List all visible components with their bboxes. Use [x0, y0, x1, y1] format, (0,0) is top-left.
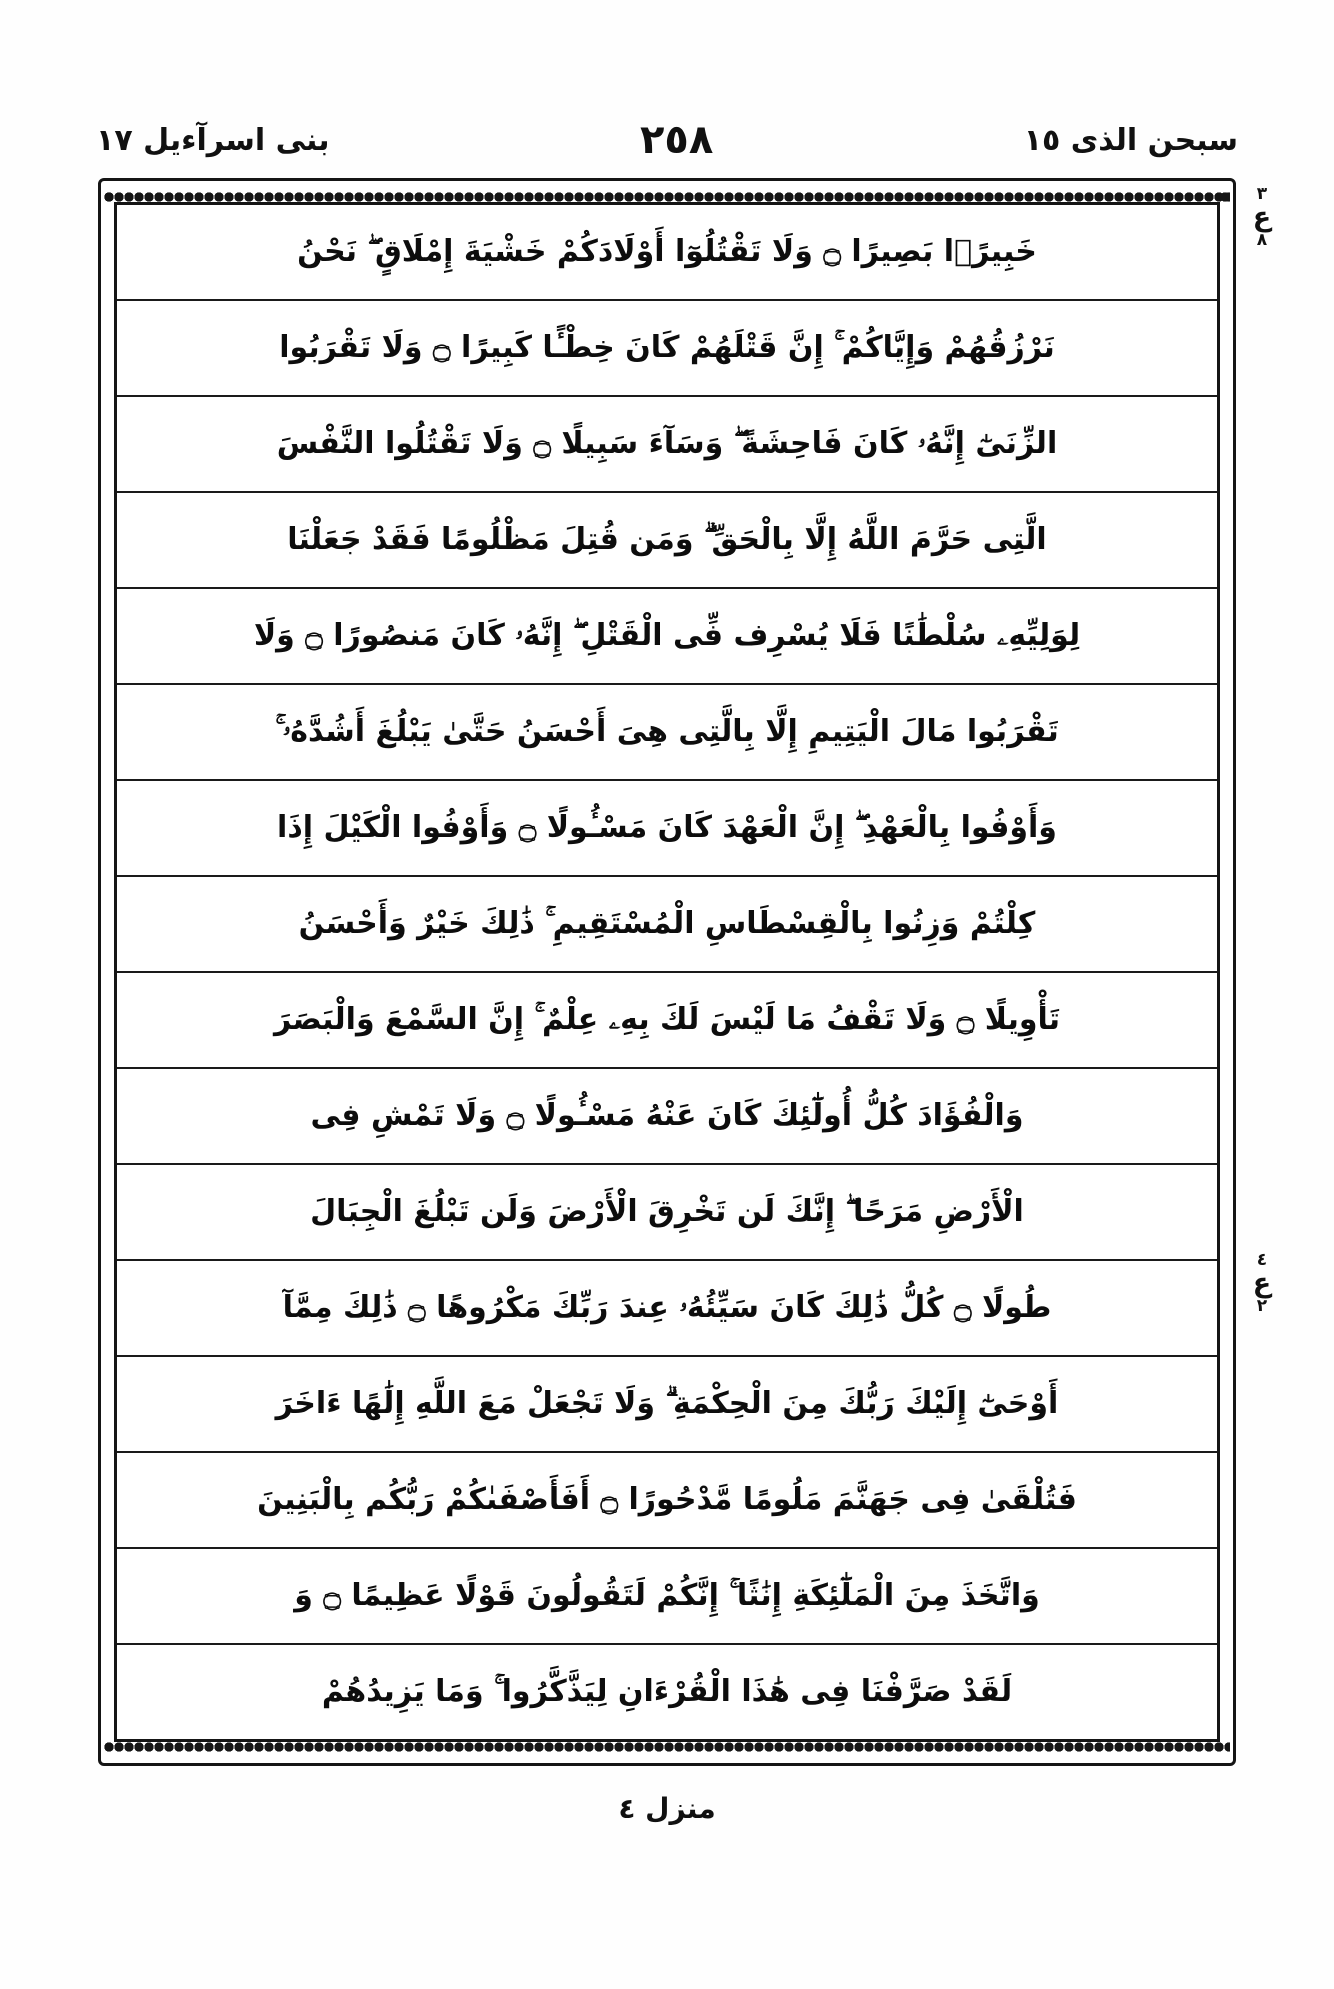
ruku-ain-icon: ع: [1252, 201, 1272, 233]
quran-line-text: فَتُلْقَىٰ فِى جَهَنَّمَ مَلُومًا مَّدْحُورًا ۝ أَفَأَصْفَىٰكُمْ رَبُّكُم بِالْبَنِينَ: [257, 1482, 1077, 1517]
quran-line-text: لَقَدْ صَرَّفْنَا فِى هَٰذَا الْقُرْءَانِ لِيَذَّكَّرُوا ۚ وَمَا يَزِيدُهُمْ: [321, 1674, 1013, 1709]
ruku-ain-icon: ع: [1252, 1267, 1272, 1299]
quran-line-text: الزِّنَىٰٓ إِنَّهُۥ كَانَ فَاحِشَةً ۖ وَسَآءَ سَبِيلًا ۝ وَلَا تَقْتُلُوا النَّفْسَ: [276, 426, 1058, 461]
quran-line-text: نَرْزُقُهُمْ وَإِيَّاكُمْ ۚ إِنَّ قَتْلَهُمْ كَانَ خِطْـًٔا كَبِيرًا ۝ وَلَا تَقْرَبُوا: [279, 330, 1055, 365]
quran-text-block: [117, 205, 1217, 1739]
quran-line: [117, 1357, 1217, 1453]
quran-line-text: وَاتَّخَذَ مِنَ الْمَلَٰٓئِكَةِ إِنَٰثًا ۚ إِنَّكُمْ لَتَقُولُونَ قَوْلًا عَظِيمًا ۝ وَ: [294, 1578, 1040, 1613]
quran-line: [117, 493, 1217, 589]
quran-line: [117, 397, 1217, 493]
ruku-number-below: ٨: [1256, 230, 1268, 251]
quran-line-text: تَأْوِيلًا ۝ وَلَا تَقْفُ مَا لَيْسَ لَكَ بِهِۦ عِلْمٌ ۚ إِنَّ السَّمْعَ وَالْبَصَرَ: [273, 1002, 1061, 1037]
manzil-label: منزل ٤: [618, 1792, 716, 1825]
quran-line: [117, 877, 1217, 973]
quran-line-text: الْأَرْضِ مَرَحًا ۖ إِنَّكَ لَن تَخْرِقَ الْأَرْضَ وَلَن تَبْلُغَ الْجِبَالَ: [310, 1194, 1024, 1229]
border-scallop-right: [1220, 192, 1230, 1752]
juz-label: سبحن الذى ١٥: [1023, 123, 1238, 158]
quran-line: [117, 973, 1217, 1069]
quran-line: [117, 301, 1217, 397]
quran-line: [117, 1645, 1217, 1739]
quran-line: [117, 1165, 1217, 1261]
quran-line-text: تَقْرَبُوا مَالَ الْيَتِيمِ إِلَّا بِالَّتِى هِىَ أَحْسَنُ حَتَّىٰ يَبْلُغَ أَشُدَّهُۥ ۚ: [275, 714, 1059, 749]
border-scallop-top: [104, 192, 1230, 202]
ruku-marker-bottom: [1240, 1252, 1284, 1316]
quran-line: [117, 589, 1217, 685]
quran-line-text: وَأَوْفُوا بِالْعَهْدِ ۖ إِنَّ الْعَهْدَ كَانَ مَسْـُٔولًا ۝ وَأَوْفُوا الْكَيْلَ إِذَا: [277, 810, 1057, 845]
surah-label: بنى اسرآءيل ١٧: [96, 123, 330, 158]
ruku-number-above: ٣: [1256, 184, 1268, 204]
border-scallop-bottom: [104, 1742, 1230, 1752]
quran-line-text: خَبِيرًۢا بَصِيرًا ۝ وَلَا تَقْتُلُوٓا أَوْلَادَكُمْ خَشْيَةَ إِمْلَاقٍ ۖ نَحْنُ: [297, 234, 1037, 269]
quran-line-text: وَالْفُؤَادَ كُلُّ أُولَٰٓئِكَ كَانَ عَنْهُ مَسْـُٔولًا ۝ وَلَا تَمْشِ فِى: [310, 1098, 1024, 1133]
page-header: [96, 96, 1238, 163]
quran-line-text: طُولًا ۝ كُلُّ ذَٰلِكَ كَانَ سَيِّئُهُۥ عِندَ رَبِّكَ مَكْرُوهًا ۝ ذَٰلِكَ مِمَّآ: [282, 1290, 1052, 1325]
quran-line: [117, 781, 1217, 877]
quran-line: [117, 1549, 1217, 1645]
quran-line: [117, 685, 1217, 781]
ruku-number-above: ٤: [1256, 1250, 1268, 1270]
quran-line-text: لِوَلِيِّهِۦ سُلْطَٰنًا فَلَا يُسْرِف فِّى الْقَتْلِ ۖ إِنَّهُۥ كَانَ مَنصُورًا ۝ وَلَا: [253, 618, 1081, 653]
quran-line-text: الَّتِى حَرَّمَ اللَّهُ إِلَّا بِالْحَقِّ ۗ وَمَن قُتِلَ مَظْلُومًا فَقَدْ جَعَلْنَا: [287, 522, 1047, 557]
page-footer: [0, 1792, 1334, 1825]
page-number: ٢٥٨: [640, 117, 714, 163]
quran-line-text: أَوْحَىٰٓ إِلَيْكَ رَبُّكَ مِنَ الْحِكْمَةِ ۗ وَلَا تَجْعَلْ مَعَ اللَّهِ إِلَٰهًا ءَاخَرَ: [275, 1386, 1059, 1421]
quran-line: [117, 1261, 1217, 1357]
quran-line: [117, 1453, 1217, 1549]
quran-line: [117, 205, 1217, 301]
quran-line-text: كِلْتُمْ وَزِنُوا بِالْقِسْطَاسِ الْمُسْتَقِيمِ ۚ ذَٰلِكَ خَيْرٌ وَأَحْسَنُ: [298, 906, 1036, 941]
quran-line: [117, 1069, 1217, 1165]
border-scallop-left: [104, 192, 114, 1752]
ruku-number-below: ٢: [1256, 1296, 1268, 1317]
ruku-marker-top: [1240, 186, 1284, 250]
